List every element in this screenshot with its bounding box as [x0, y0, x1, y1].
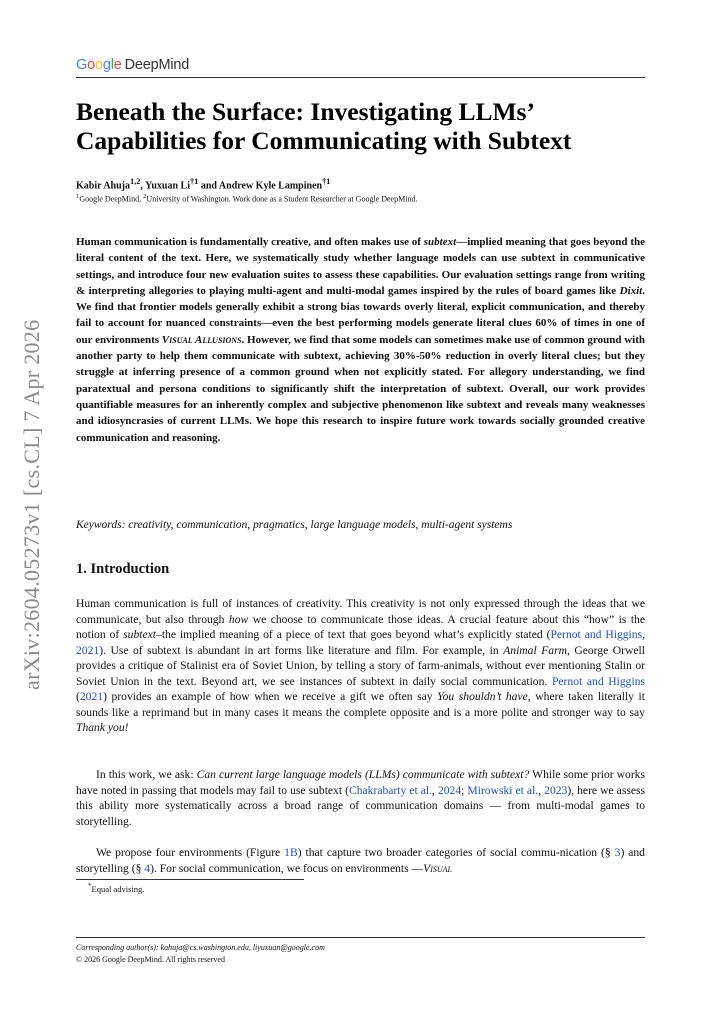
citation-link[interactable]: 2021 [79, 690, 104, 703]
header-rule [76, 77, 645, 78]
copyright: © 2026 Google DeepMind. All rights reserved [76, 955, 225, 964]
section-link[interactable]: 3 [614, 846, 621, 859]
google-deepmind-logo: Google DeepMind [76, 57, 190, 73]
intro-paragraph-2: In this work, we ask: Can current large language models (LLMs) communicate with subtext? While some prior works have noted in passing that models may fail to use subtext (Chakrabarty et al., 2024; Mirowski et al., 2023), here we assess this ability more systematically across a broad range of communication domains — from multi-modal games to storytelling. [76, 768, 646, 828]
section-link[interactable]: 4 [144, 861, 151, 875]
footer-rule [76, 937, 645, 938]
citation-link[interactable]: Pernot and Higgins [551, 674, 645, 688]
author-list: Kabir Ahuja$^{1,2}$, Yuxuan Li$^{\dagger 1}$ and Andrew Kyle Lampinen$^{\dagger 1}$ [76, 177, 331, 192]
keywords: Keywords: creativity, communication, pragmatics, large language models, multi-agent systems [76, 519, 513, 531]
abstract: Human communication is fundamentally creative, and often makes use of subtext—implied meaning that goes beyond the literal content of the text. Here, we systematically study whether language models can use subtext in communicative settings, and introduce four new evaluation suites to assess these capabilities. Our evaluation settings range from writing & interpreting allegories to playing multi-agent and multi-modal games inspired by the rules of board games like Dixit. We find that frontier models generally exhibit a strong bias towards overly literal, explicit communication, and thereby fail to account for nuanced constraints—even the best performing models generate literal clues 60% of times in one of our environments Visual Allusions. However, we find that some models can sometimes make use of common ground with another party to help them communicate with subtext, achieving 30%-50% reduction in overly literal clues; but they struggle at inferring presence of a common ground when not explicitly stated. For allegory understanding, we find paratextual and persona conditions to significantly shift the interpretation of subtext. Overall, our work provides quantifiable measures for an inherently complex and subjective phenomenon like subtext and reveals many weaknesses and idiosyncrasies of current LLMs. We hope this research to inspire future work towards socially grounded creative communication and reasoning. [76, 236, 646, 444]
footnote-rule [76, 879, 304, 880]
footnote: *Equal advising. [88, 882, 145, 894]
citation-link[interactable]: 2023 [544, 783, 568, 797]
paper-title: Beneath the Surface: Investigating LLMs’ Capabilities for Communicating with Subtext [76, 97, 572, 155]
intro-paragraph-3: We propose four environments (Figure 1B) that capture two broader categories of social commu-nication (§ 3) and storytelling (§ 4). For social communication, we focus on environments —Visual [76, 846, 645, 875]
citation-link[interactable]: Chakrabarty et al. [348, 783, 432, 797]
citation-link[interactable]: Mirowski et al. [467, 783, 539, 797]
section-heading-introduction: 1. Introduction [76, 561, 170, 577]
affiliations: $^1$Google DeepMind, $^2$University of Washington. Work done as a Student Researcher at Google DeepMind. [76, 193, 418, 204]
corresponding-author: Corresponding author(s): kahuja@cs.washington.edu, liyuxuan@google.com [76, 943, 325, 952]
intro-paragraph-1: Human communication is full of instances of creativity. This creativity is not only expressed through the ideas that we communicate, but also through how we choose to communicate those ideas. A crucial feature about this “how” is the notion of subtext–the implied meaning of a piece of text that goes beyond what’s explicitly stated (Pernot and Higgins, 2021). Use of subtext is abundant in art forms like literature and film. For example, in Animal Farm, George Orwell provides a critique of Stalinist era of Soviet Union, by telling a story of farm-animals, without ever mentioning Stalin or Soviet Union in the text. Beyond art, we see instances of subtext in daily social communication. Pernot and Higgins (2021) provides an example of how when we receive a gift we often say You shouldn’t have, where taken literally it sounds like a reprimand but in many cases it means the complete opposite and is a more polite and stronger way to say Thank you! [76, 597, 645, 734]
figure-link[interactable]: 1B [284, 846, 298, 859]
citation-link[interactable]: 2024 [437, 783, 462, 797]
citation-link[interactable]: 2021 [76, 643, 100, 657]
citation-link[interactable]: Pernot and Higgins [550, 628, 643, 641]
arxiv-stamp: arXiv:2604.05273v1 [cs.CL] 7 Apr 2026 [19, 319, 44, 690]
